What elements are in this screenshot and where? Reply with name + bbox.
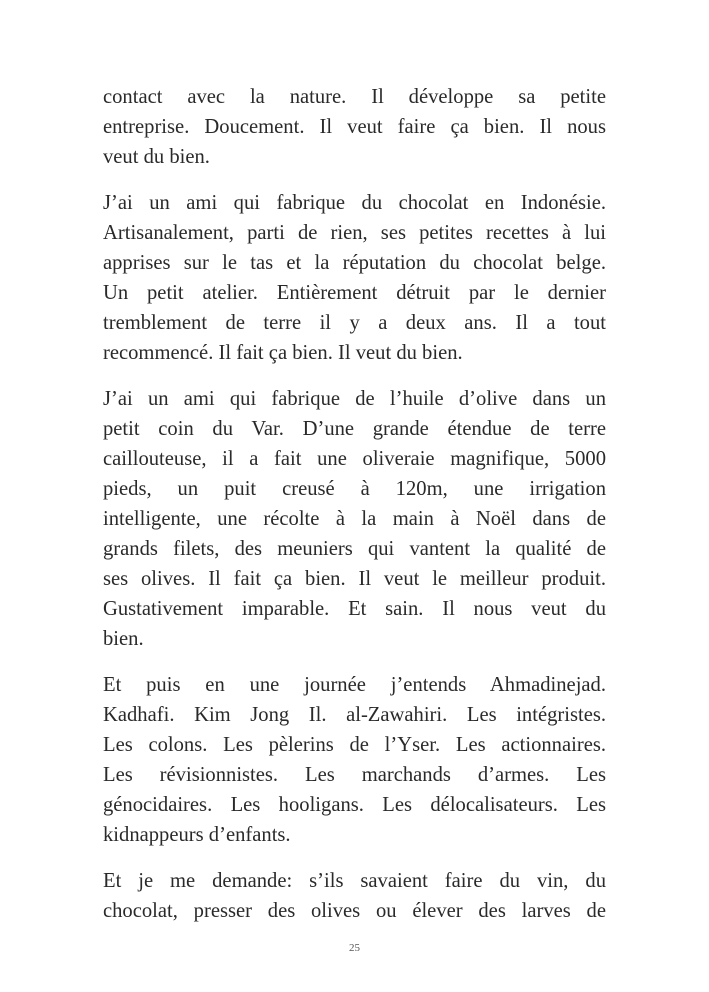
page-number: 25 — [349, 942, 360, 954]
text-line: pieds, un puit creusé à 120m, une irrigation — [103, 478, 606, 500]
text-line: Artisanalement, parti de rien, ses petites recettes à lui — [103, 222, 606, 244]
text-line: J’ai un ami qui fabrique de l’huile d’olive dans un — [103, 388, 606, 410]
text-line: tremblement de terre il y a deux ans. Il a tout — [103, 312, 606, 334]
paragraph-2 — [103, 188, 606, 368]
text-line: kidnappeurs d’enfants. — [103, 824, 291, 846]
paragraph-5 — [103, 866, 606, 926]
text-line: intelligente, une récolte à la main à Noël dans de — [103, 508, 606, 530]
text-line: caillouteuse, il a fait une oliveraie magnifique, 5000 — [103, 448, 606, 470]
text-line: ses olives. Il fait ça bien. Il veut le meilleur produit. — [103, 568, 606, 590]
text-line: veut du bien. — [103, 146, 210, 168]
paragraph-3 — [103, 384, 606, 654]
text-line: petit coin du Var. D’une grande étendue de terre — [103, 418, 606, 440]
paragraph-1 — [103, 82, 606, 172]
text-line: J’ai un ami qui fabrique du chocolat en Indonésie. — [103, 192, 606, 214]
text-line: bien. — [103, 628, 144, 650]
text-line: chocolat, presser des olives ou élever des larves de — [103, 900, 606, 922]
text-line: Un petit atelier. Entièrement détruit par le dernier — [103, 282, 606, 304]
text-line: entreprise. Doucement. Il veut faire ça bien. Il nous — [103, 116, 606, 138]
paragraph-4 — [103, 670, 606, 850]
text-line: Gustativement imparable. Et sain. Il nous veut du — [103, 598, 606, 620]
text-line: Et puis en une journée j’entends Ahmadinejad. — [103, 674, 606, 696]
text-line: Les colons. Les pèlerins de l’Yser. Les actionnaires. — [103, 734, 606, 756]
text-line: grands filets, des meuniers qui vantent la qualité de — [103, 538, 606, 560]
text-line: apprises sur le tas et la réputation du chocolat belge. — [103, 252, 606, 274]
text-line: contact avec la nature. Il développe sa petite — [103, 86, 606, 108]
text-line: Les révisionnistes. Les marchands d’armes. Les — [103, 764, 606, 786]
text-line: Kadhafi. Kim Jong Il. al-Zawahiri. Les intégristes. — [103, 704, 606, 726]
text-line: Et je me demande: s’ils savaient faire du vin, du — [103, 870, 606, 892]
text-line: recommencé. Il fait ça bien. Il veut du bien. — [103, 342, 463, 364]
page-body — [103, 82, 606, 942]
text-line: génocidaires. Les hooligans. Les délocalisateurs. Les — [103, 794, 606, 816]
